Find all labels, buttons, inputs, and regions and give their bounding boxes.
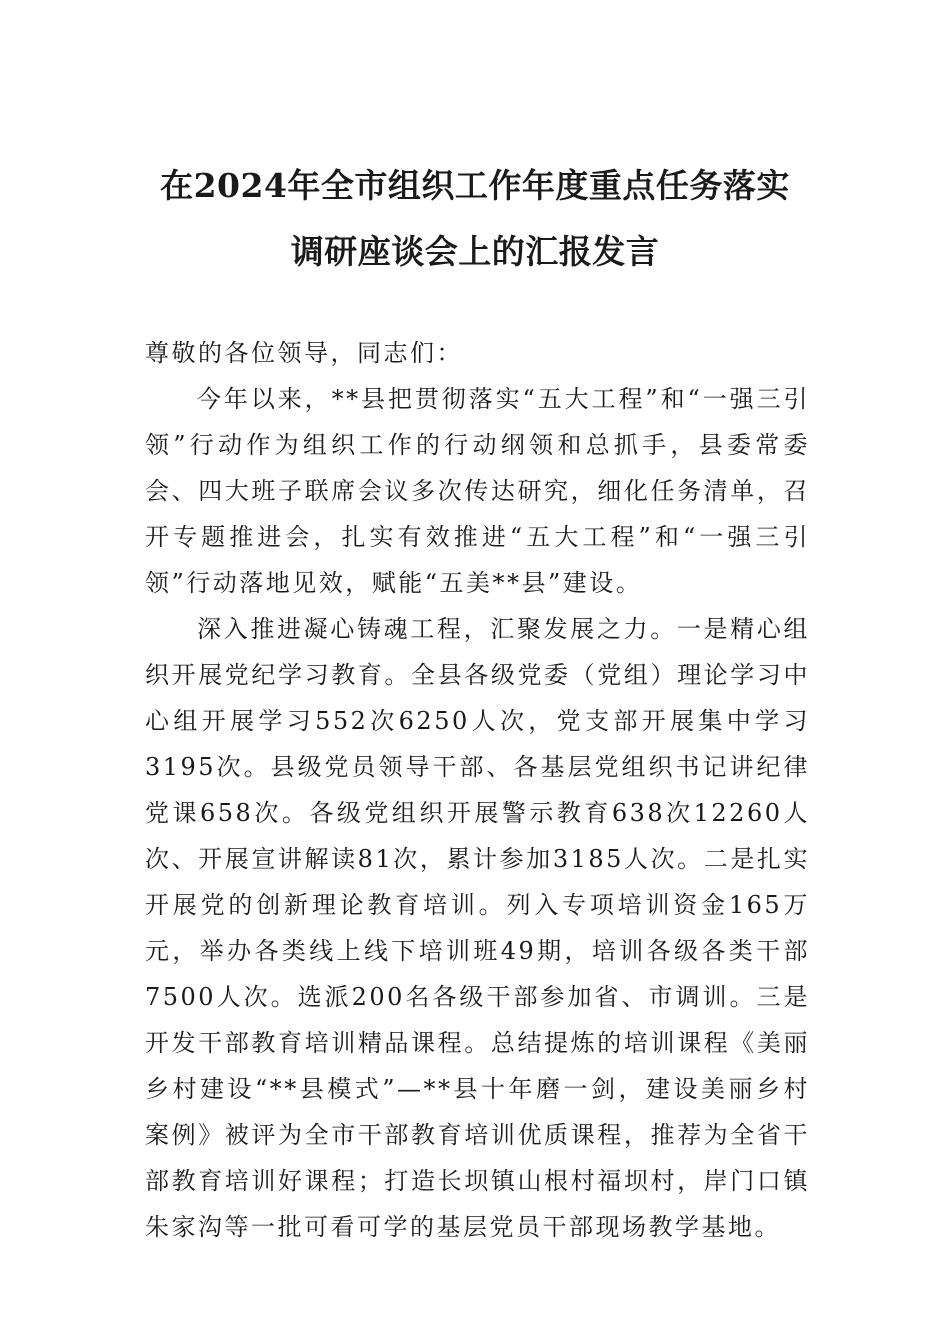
paragraph-ideology-project: 深入推进凝心铸魂工程，汇聚发展之力。一是精心组织开展党纪学习教育。全县各级党委（党组）理论学习中心组开展学习552次6250人次，党支部开展集中学习3195次。县级党员领导干部、各基层党组织书记讲纪律党课658次。各级党组织开展警示教育638次12260人次、开展宣讲解读81次，累计参加3185人次。二是扎实开展党的创新理论教育培训。列入专项培训资金165万元，举办各类线上线下培训班49期，培训各级各类干部7500人次。选派200名各级干部参加省、市调训。三是开发干部教育培训精品课程。总结提炼的培训课程《美丽乡村建设“**县模式”—**县十年磨一剑，建设美丽乡村案例》被评为全市干部教育培训优质课程，推荐为全省干部教育培训好课程；打造长坝镇山根村福坝村，岸门口镇朱家沟等一批可看可学的基层党员干部现场教学基地。 bbox=[145, 615, 810, 1241]
paragraph-intro: 今年以来，**县把贯彻落实“五大工程”和“一强三引领”行动作为组织工作的行动纲领和总抓手，县委常委会、四大班子联席会议多次传达研究，细化任务清单，召开专题推进会，扎实有效推进“五大工程”和“一强三引领”行动落地见效，赋能“五美**县”建设。 bbox=[145, 385, 810, 597]
document-title-line-2: 调研座谈会上的汇报发言 bbox=[290, 232, 660, 271]
document-title-line-1: 在2024年全市组织工作年度重点任务落实 bbox=[160, 166, 790, 205]
document-body bbox=[145, 330, 810, 1250]
salutation: 尊敬的各位领导，同志们： bbox=[145, 339, 463, 367]
